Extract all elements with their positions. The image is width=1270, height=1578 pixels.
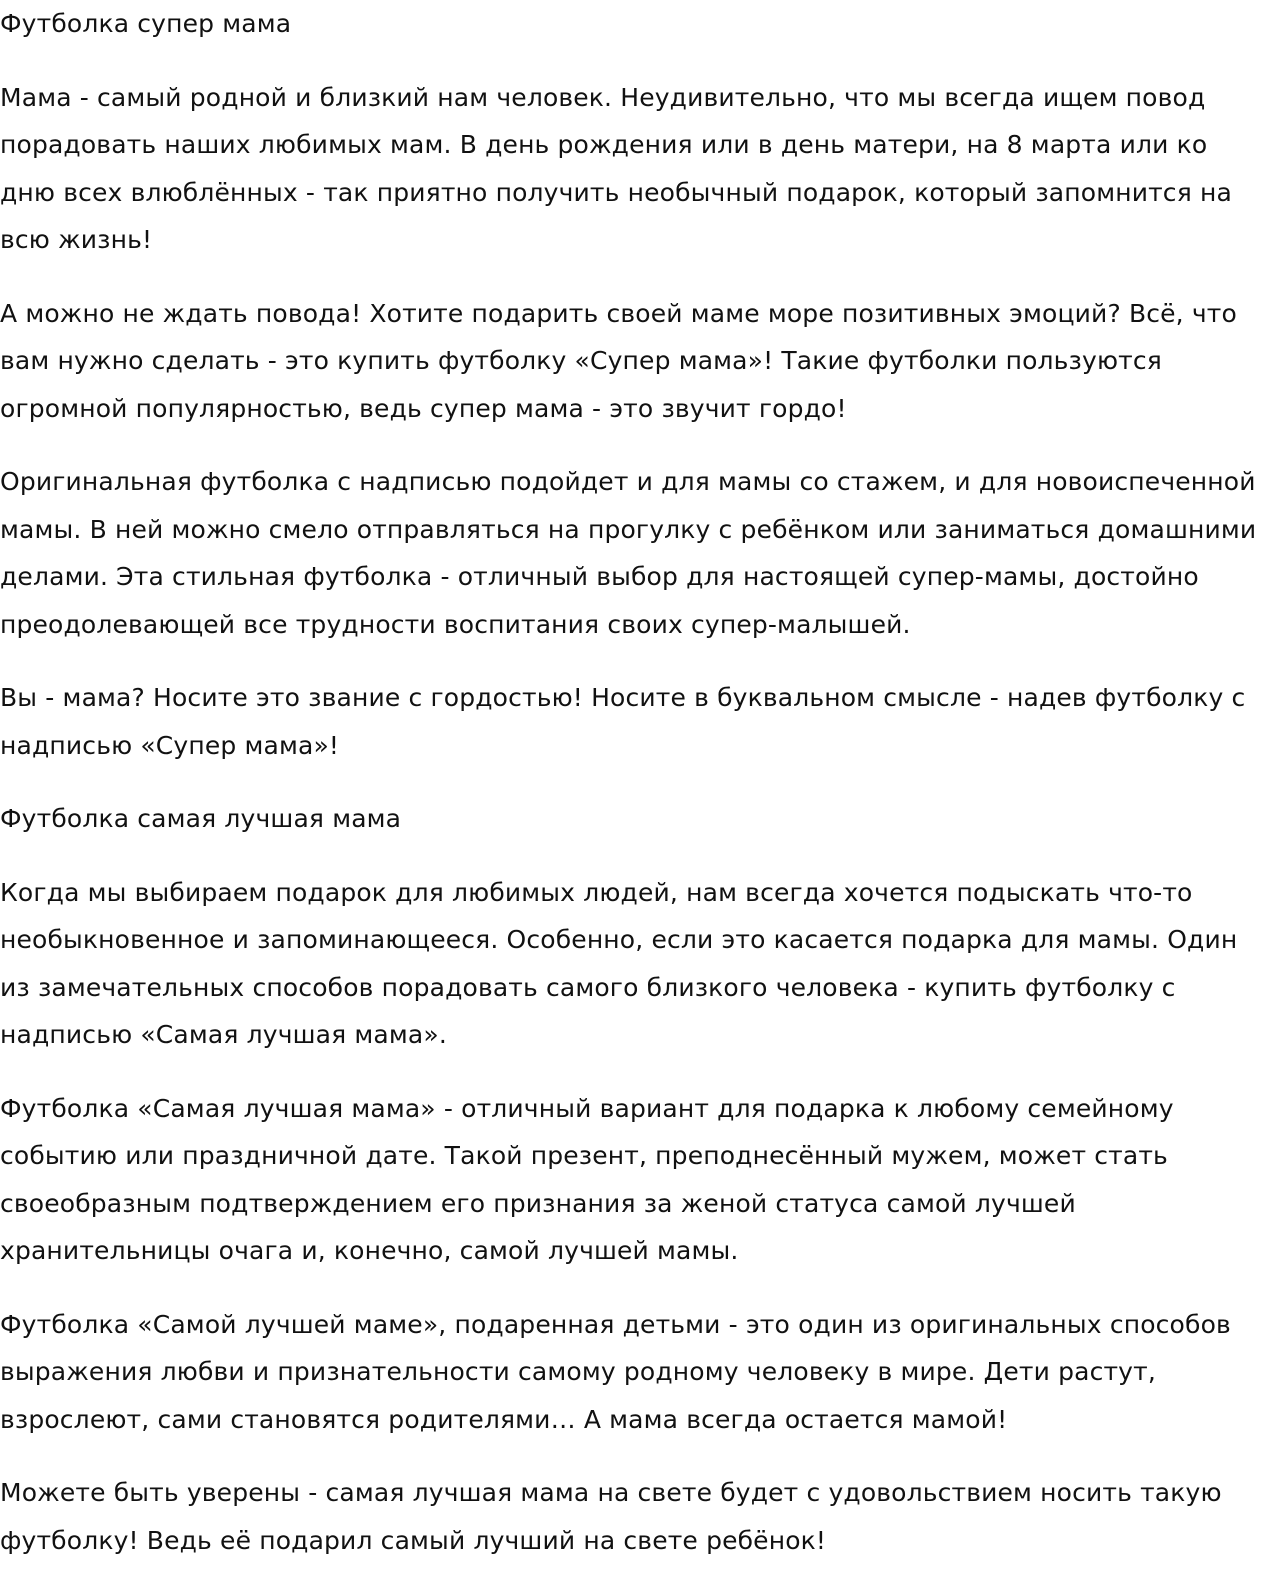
section-super-mama [0,0,1262,769]
section-best-mama [0,795,1262,1564]
section-heading: Футболка самая лучшая мама [0,804,402,833]
paragraph: Оригинальная футболка с надписью подойдет и для мамы со стажем, и для новоиспеченной мамы. В ней можно смело отправляться на прогулку с ребёнком или заниматься домашними делами. Эта стильная футболка - отличный выбор для настоящей супер-мамы, достойно преодолевающей все трудности воспитания своих супер-малышей. [0,467,1257,639]
section-heading: Футболка супер мама [0,9,292,38]
paragraph: Футболка «Самой лучшей маме», подаренная детьми - это один из оригинальных способов выражения любви и признательности самому родному человеку в мире. Дети растут, взрослеют, сами становятся родителями… А мама всегда остается мамой! [0,1309,1231,1434]
paragraph: Можете быть уверены - самая лучшая мама на свете будет с удовольствием носить такую футболку! Ведь её подарил самый лучший на свете ребёнок! [0,1478,1222,1555]
paragraph: А можно не ждать повода! Хотите подарить своей маме море позитивных эмоций? Всё, что вам нужно сделать - это купить футболку «Супер мама»! Такие футболки пользуются огромной популярностью, ведь супер мама - это звучит гордо! [0,298,1237,423]
paragraph: Футболка «Самая лучшая мама» - отличный вариант для подарка к любому семейному событию или праздничной дате. Такой презент, преподнесённый мужем, может стать своеобразным подтверждением его признания за женой статуса самой лучшей хранительницы очага и, конечно, самой лучшей мамы. [0,1093,1174,1265]
paragraph: Мама - самый родной и близкий нам человек. Неудивительно, что мы всегда ищем повод порадовать наших любимых мам. В день рождения или в день матери, на 8 марта или ко дню всех влюблённых - так приятно получить необычный подарок, который запомнится на всю жизнь! [0,82,1232,254]
paragraph: Вы - мама? Носите это звание с гордостью! Носите в буквальном смысле - надев футболку с надписью «Супер мама»! [0,683,1246,760]
paragraph: Когда мы выбираем подарок для любимых людей, нам всегда хочется подыскать что-то необыкновенное и запоминающееся. Особенно, если это касается подарка для мамы. Один из замечательных способов порадовать самого близкого человека - купить футболку с надписью «Самая лучшая мама». [0,877,1238,1049]
